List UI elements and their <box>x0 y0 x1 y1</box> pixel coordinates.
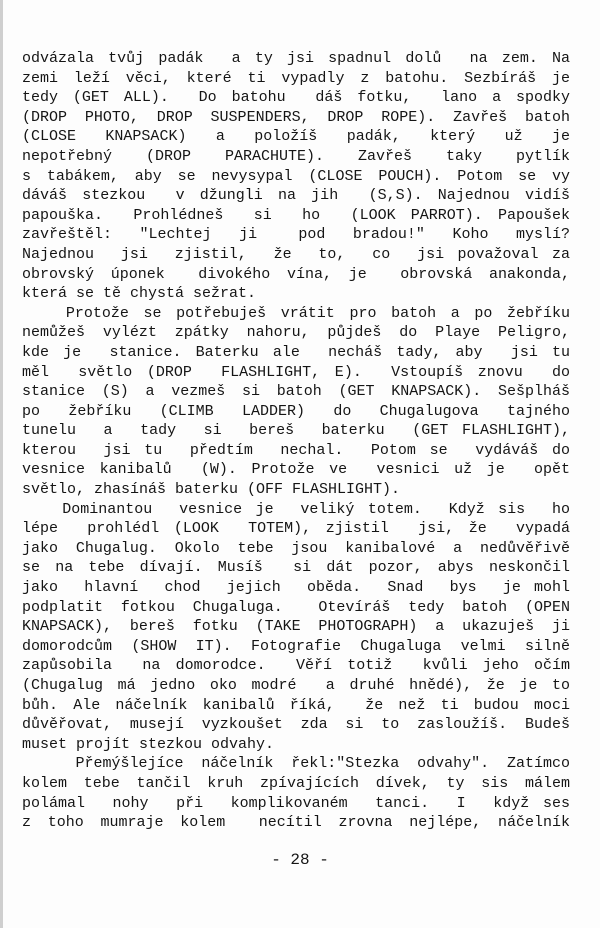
text-line: muset projít stezkou odvahy. <box>22 735 275 753</box>
paragraph <box>22 754 570 832</box>
text-line: bůh. Ale náčelník kanibalů říká, že než ti budou moci <box>22 696 570 714</box>
text-line: kde je stanice. Baterku ale necháš tady, aby jsi tu <box>22 343 570 361</box>
text-line: jako hlavní chod jejich oběda. Snad bys je mohl <box>22 579 570 597</box>
text-line: obrovský úponek divokého vína, je obrovská anakonda, <box>22 265 570 283</box>
text-line: nemůžeš vylézt zpátky nahoru, půjdeš do Playe Peligro, <box>22 324 570 342</box>
text-line: kterou jsi tu předtím nechal. Potom se vydáváš do <box>22 441 570 459</box>
text-line: měl světlo (DROP FLASHLIGHT, E). Vstoupíš znovu do <box>22 363 570 381</box>
text-line: (CLOSE KNAPSACK) a položíš padák, který už je <box>22 128 570 146</box>
text-line: zapůsobila na domorodce. Věří totiž kvůli jeho očím <box>22 657 570 675</box>
text-line: zemi leží věci, které ti vypadly z batohu. Sezbíráš je <box>22 69 570 87</box>
text-line: jako Chugalug. Okolo tebe jsou kanibalové a nedůvěřivě <box>22 539 570 557</box>
paragraph <box>22 500 570 755</box>
text-line: polámal nohy při komplikovaném tanci. I když ses <box>22 794 570 812</box>
text-line: nepotřebný (DROP PARACHUTE). Zavřeš taky pytlík <box>22 147 570 165</box>
text-line: KNAPSACK), bereš fotku (TAKE PHOTOGRAPH) a ukazuješ ji <box>22 618 570 636</box>
text-line: (Chugalug má jedno oko modré a druhé hnědé), že je to <box>22 677 570 694</box>
paragraph <box>22 304 570 500</box>
text-line: odvázala tvůj padák a ty jsi spadnul dolů na zem. Na <box>22 50 570 67</box>
text-line: zavřeštěl: "Lechtej ji pod bradou!" Koho myslí? <box>22 226 570 244</box>
text-line: světlo, zhasínáš baterku (OFF FLASHLIGHT). <box>22 481 401 499</box>
text-line: domorodcům (SHOW IT). Fotografie Chugaluga velmi silně <box>22 637 570 655</box>
text-line: s tabákem, aby se nevysypal (CLOSE POUCH). Potom se vy <box>22 167 570 185</box>
text-line: stanice (S) a vezmeš si batoh (GET KNAPSACK). Sešplháš <box>22 383 570 401</box>
text-line: tedy (GET ALL). Do batohu dáš fotku, lano a spodky <box>22 89 570 107</box>
text-line: Protože se potřebuješ vrátit pro batoh a po žebříku <box>22 304 570 322</box>
text-line: tunelu a tady si bereš baterku (GET FLASHLIGHT), <box>22 422 570 440</box>
page-number: - 28 - <box>271 851 329 869</box>
paragraph <box>22 49 570 304</box>
text-line: lépe prohlédl (LOOK TOTEM), zjistil jsi, že vypadá <box>22 520 570 538</box>
text-line: dáváš stezkou v džungli na jih (S,S). Najednou vidíš <box>22 187 570 205</box>
text-line: vesnice kanibalů (W). Protože ve vesnici už je opět <box>22 461 570 479</box>
text-line: z toho mumraje kolem necítil zrovna nejlépe, náčelník <box>22 814 570 832</box>
text-line: Dominantou vesnice je veliký totem. Když sis ho <box>22 500 570 518</box>
body-text <box>22 49 570 833</box>
text-line: papouška. Prohlédneš si ho (LOOK PARROT). Papoušek <box>22 206 570 224</box>
text-line: (DROP PHOTO, DROP SUSPENDERS, DROP ROPE). Zavřeš batoh <box>22 108 570 126</box>
text-line: po žebříku (CLIMB LADDER) do Chugalugova tajného <box>22 402 570 420</box>
scan-edge <box>0 0 3 928</box>
text-line: se na tebe dívají. Musíš si dát pozor, abys neskončil <box>22 559 570 577</box>
text-line: Přemýšlejíce náčelník řekl:"Stezka odvahy". Zatímco <box>22 755 570 773</box>
text-line: která se tě chystá sežrat. <box>22 285 257 303</box>
text-line: Najednou jsi zjistil, že to, co jsi považoval za <box>22 245 570 263</box>
text-line: podplatit fotkou Chugaluga. Otevíráš tedy batoh (OPEN <box>22 598 570 616</box>
text-line: kolem tebe tančil kruh zpívajících dívek, ty sis málem <box>22 774 570 792</box>
text-line: důvěřovat, musejí vyzkoušet zda si to zasloužíš. Budeš <box>22 716 570 734</box>
